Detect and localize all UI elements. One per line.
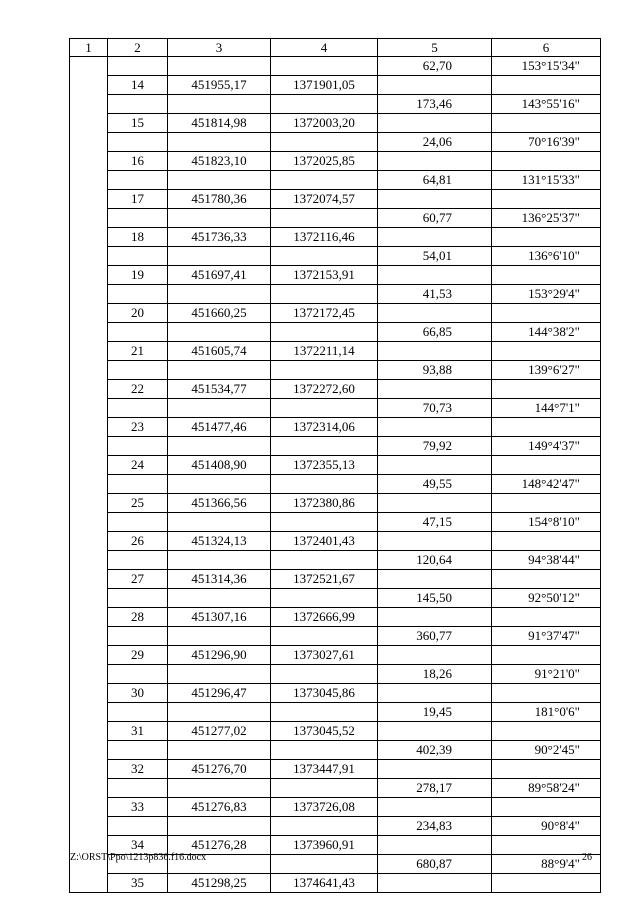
table-cell: 17 [108,190,168,209]
table-cell: 451276,28 [168,836,271,855]
table-cell: 451823,10 [168,152,271,171]
table-cell [271,627,378,646]
table-row [70,361,601,380]
table-row [70,95,601,114]
table-cell: 1373027,61 [271,646,378,665]
table-cell [168,551,271,570]
table-row [70,285,601,304]
table-cell [168,475,271,494]
table-cell [271,133,378,152]
table-cell: 70,73 [378,399,492,418]
table-cell: 278,17 [378,779,492,798]
table-cell [271,855,378,874]
table-cell [168,703,271,722]
table-cell: 148°42'47" [492,475,601,494]
table-cell: 1372025,85 [271,152,378,171]
table-cell [378,532,492,551]
table-cell: 136°6'10" [492,247,601,266]
table-cell: 25 [108,494,168,513]
table-cell: 91°37'47" [492,627,601,646]
table-row [70,304,601,323]
table-cell [108,551,168,570]
table-row [70,874,601,893]
table-cell [108,817,168,836]
footer-file-path: Z:\ORST\Ppo\1213p836.f16.docx [70,852,207,863]
table-row [70,437,601,456]
table-cell: 1372153,91 [271,266,378,285]
table-cell: 1372380,86 [271,494,378,513]
table-cell: 680,87 [378,855,492,874]
table-cell: 23 [108,418,168,437]
table-cell [168,665,271,684]
table-body [70,57,601,893]
table-cell: 49,55 [378,475,492,494]
table-cell [168,209,271,228]
table-cell [271,589,378,608]
table-row [70,684,601,703]
table-cell: 1371901,05 [271,76,378,95]
table-cell: 19,45 [378,703,492,722]
table-cell [168,399,271,418]
table-cell [108,741,168,760]
table-cell [168,589,271,608]
table-cell [271,741,378,760]
table-cell: 144°7'1" [492,399,601,418]
table-cell [168,361,271,380]
table-cell: 451408,90 [168,456,271,475]
table-cell [271,437,378,456]
table-cell [108,665,168,684]
table-cell [378,722,492,741]
table-cell: 131°15'33" [492,171,601,190]
table-cell [271,361,378,380]
table-cell [378,190,492,209]
table-cell: 54,01 [378,247,492,266]
table-cell [108,285,168,304]
table-cell: 145,50 [378,589,492,608]
table-cell: 1373960,91 [271,836,378,855]
header-cell: 1 [70,39,108,57]
table-cell [168,437,271,456]
table-cell [492,760,601,779]
table-cell: 1372521,67 [271,570,378,589]
table-cell [271,247,378,266]
table-cell: 402,39 [378,741,492,760]
table-cell: 35 [108,874,168,893]
table-row [70,513,601,532]
table-cell: 27 [108,570,168,589]
table-row [70,76,601,95]
table-cell: 18 [108,228,168,247]
table-cell [378,418,492,437]
table-row [70,190,601,209]
table-cell: 31 [108,722,168,741]
table-cell [378,570,492,589]
table-cell: 1372003,20 [271,114,378,133]
table-cell: 451660,25 [168,304,271,323]
table-cell [271,57,378,76]
table-row [70,646,601,665]
table-cell [168,57,271,76]
table-cell [108,95,168,114]
table-cell: 451276,83 [168,798,271,817]
table-cell: 451366,56 [168,494,271,513]
table-cell: 24 [108,456,168,475]
table-cell: 451296,47 [168,684,271,703]
table-cell: 1373045,86 [271,684,378,703]
table-row [70,551,601,570]
table-cell [492,228,601,247]
table-cell [108,133,168,152]
table-cell: 64,81 [378,171,492,190]
table-cell: 1372116,46 [271,228,378,247]
table-cell [108,247,168,266]
table-cell: 451605,74 [168,342,271,361]
table-cell: 66,85 [378,323,492,342]
table-row [70,57,601,76]
table-cell: 1372401,43 [271,532,378,551]
table-cell [271,171,378,190]
table-cell: 451814,98 [168,114,271,133]
table-cell [108,779,168,798]
table-cell [108,399,168,418]
table-cell [378,798,492,817]
coordinates-table [69,38,601,893]
table-cell [271,779,378,798]
table-cell: 451477,46 [168,418,271,437]
table-cell: 360,77 [378,627,492,646]
table-cell: 47,15 [378,513,492,532]
table-cell [492,646,601,665]
table-cell: 41,53 [378,285,492,304]
table-cell: 451298,25 [168,874,271,893]
table-cell: 451314,36 [168,570,271,589]
table-cell: 92°50'12" [492,589,601,608]
table-cell: 24,06 [378,133,492,152]
table-cell [271,513,378,532]
table-cell [271,475,378,494]
table-row [70,247,601,266]
table-cell [108,209,168,228]
table-cell [108,361,168,380]
table-cell: 149°4'37" [492,437,601,456]
table-row [70,779,601,798]
table-cell [492,418,601,437]
table-cell [492,114,601,133]
table-cell [168,741,271,760]
table-cell [378,228,492,247]
table-cell: 1374641,43 [271,874,378,893]
table-cell [168,513,271,532]
table-cell: 136°25'37" [492,209,601,228]
table-cell: 451324,13 [168,532,271,551]
table-cell [271,703,378,722]
table-cell: 154°8'10" [492,513,601,532]
table-cell [492,798,601,817]
header-cell: 2 [108,39,168,57]
table-cell [271,209,378,228]
table-row [70,760,601,779]
table-cell [378,836,492,855]
table-row [70,228,601,247]
table-cell: 1372666,99 [271,608,378,627]
table-cell [271,817,378,836]
table-cell [271,285,378,304]
table-row [70,152,601,171]
table-row [70,608,601,627]
table-cell: 33 [108,798,168,817]
table-cell [271,399,378,418]
table-cell [492,570,601,589]
table-cell: 234,83 [378,817,492,836]
table-cell: 18,26 [378,665,492,684]
table-cell [492,190,601,209]
table-cell: 29 [108,646,168,665]
table-cell: 88°9'4" [492,855,601,874]
table-cell: 21 [108,342,168,361]
table-cell: 28 [108,608,168,627]
table-cell [168,171,271,190]
table-cell [108,589,168,608]
table-cell [108,437,168,456]
table-cell: 1373447,91 [271,760,378,779]
table-cell: 451296,90 [168,646,271,665]
table-cell [168,285,271,304]
table-cell: 451277,02 [168,722,271,741]
table-cell [108,171,168,190]
table-cell: 451736,33 [168,228,271,247]
table-cell [492,76,601,95]
table-cell [492,456,601,475]
table-cell [271,551,378,570]
table-cell: 26 [108,532,168,551]
table-cell: 139°6'27" [492,361,601,380]
header-cell: 4 [271,39,378,57]
table-row [70,532,601,551]
table-cell [492,152,601,171]
table-cell: 94°38'44" [492,551,601,570]
table-cell [168,133,271,152]
table-cell: 91°21'0" [492,665,601,684]
table-row [70,722,601,741]
table-row [70,399,601,418]
table-cell [492,722,601,741]
table-row [70,475,601,494]
table-cell: 89°58'24" [492,779,601,798]
table-cell [492,380,601,399]
table-cell [108,703,168,722]
table-cell: 451534,77 [168,380,271,399]
table-cell: 93,88 [378,361,492,380]
table-cell: 181°0'6" [492,703,601,722]
table-cell [378,874,492,893]
table-cell [378,456,492,475]
table-cell [378,380,492,399]
table-cell [108,627,168,646]
table-cell [378,304,492,323]
table-cell [378,608,492,627]
table-cell: 1372172,45 [271,304,378,323]
table-cell [378,266,492,285]
table-cell: 90°2'45" [492,741,601,760]
table-cell [378,342,492,361]
table-cell: 143°55'16" [492,95,601,114]
table-cell: 30 [108,684,168,703]
table-cell: 32 [108,760,168,779]
table-cell: 173,46 [378,95,492,114]
table-cell [378,152,492,171]
table-row [70,589,601,608]
table-cell: 1372314,06 [271,418,378,437]
table-cell [168,627,271,646]
table-cell [108,475,168,494]
table-cell: 1372272,60 [271,380,378,399]
table-cell: 1372355,13 [271,456,378,475]
table-cell [108,323,168,342]
table-row [70,209,601,228]
table-cell [492,608,601,627]
table-cell: 120,64 [378,551,492,570]
table-cell [378,114,492,133]
table-cell [168,323,271,342]
table-cell [168,779,271,798]
table-cell: 70°16'39" [492,133,601,152]
table-cell [492,266,601,285]
table-cell [378,76,492,95]
table-cell: 14 [108,76,168,95]
table-cell: 1372074,57 [271,190,378,209]
table-cell: 1373045,52 [271,722,378,741]
table-cell [168,95,271,114]
table-cell: 19 [108,266,168,285]
table-cell: 451276,70 [168,760,271,779]
table-row [70,133,601,152]
table-cell: 34 [108,836,168,855]
table-cell: 451697,41 [168,266,271,285]
table-cell [108,513,168,532]
table-cell [378,494,492,513]
table-row [70,342,601,361]
table-cell: 60,77 [378,209,492,228]
table-cell: 90°8'4" [492,817,601,836]
table-cell [492,342,601,361]
table-cell: 451780,36 [168,190,271,209]
table-cell: 16 [108,152,168,171]
table-cell [271,323,378,342]
table-cell [378,646,492,665]
group-cell [70,57,108,893]
table-row [70,627,601,646]
table-cell: 153°29'4" [492,285,601,304]
header-cell: 6 [492,39,601,57]
table-row [70,418,601,437]
table-row [70,494,601,513]
table-row [70,741,601,760]
table-cell: 1372211,14 [271,342,378,361]
table-row [70,323,601,342]
table-cell [492,494,601,513]
table-row [70,171,601,190]
table-row [70,456,601,475]
table-cell [492,532,601,551]
table-row [70,665,601,684]
table-row [70,703,601,722]
table-cell: 20 [108,304,168,323]
table-cell: 22 [108,380,168,399]
table-cell [492,304,601,323]
table-cell: 153°15'34" [492,57,601,76]
header-cell: 3 [168,39,271,57]
table-cell: 144°38'2" [492,323,601,342]
table-row [70,380,601,399]
table-cell: 1373726,08 [271,798,378,817]
table-cell [108,57,168,76]
table-cell: 62,70 [378,57,492,76]
table-cell: 451955,17 [168,76,271,95]
table-cell: 15 [108,114,168,133]
table-cell [271,665,378,684]
table-cell [168,817,271,836]
table-cell: 451307,16 [168,608,271,627]
header-row [70,39,601,57]
table-cell [378,760,492,779]
table-row [70,266,601,285]
table-cell: 79,92 [378,437,492,456]
table-row [70,817,601,836]
table-cell [378,684,492,703]
table-row [70,570,601,589]
table-cell [492,684,601,703]
table-row [70,798,601,817]
table-cell [168,247,271,266]
table-row [70,114,601,133]
header-cell: 5 [378,39,492,57]
page-number: 26 [582,852,592,863]
table-cell [492,874,601,893]
table-cell [271,95,378,114]
